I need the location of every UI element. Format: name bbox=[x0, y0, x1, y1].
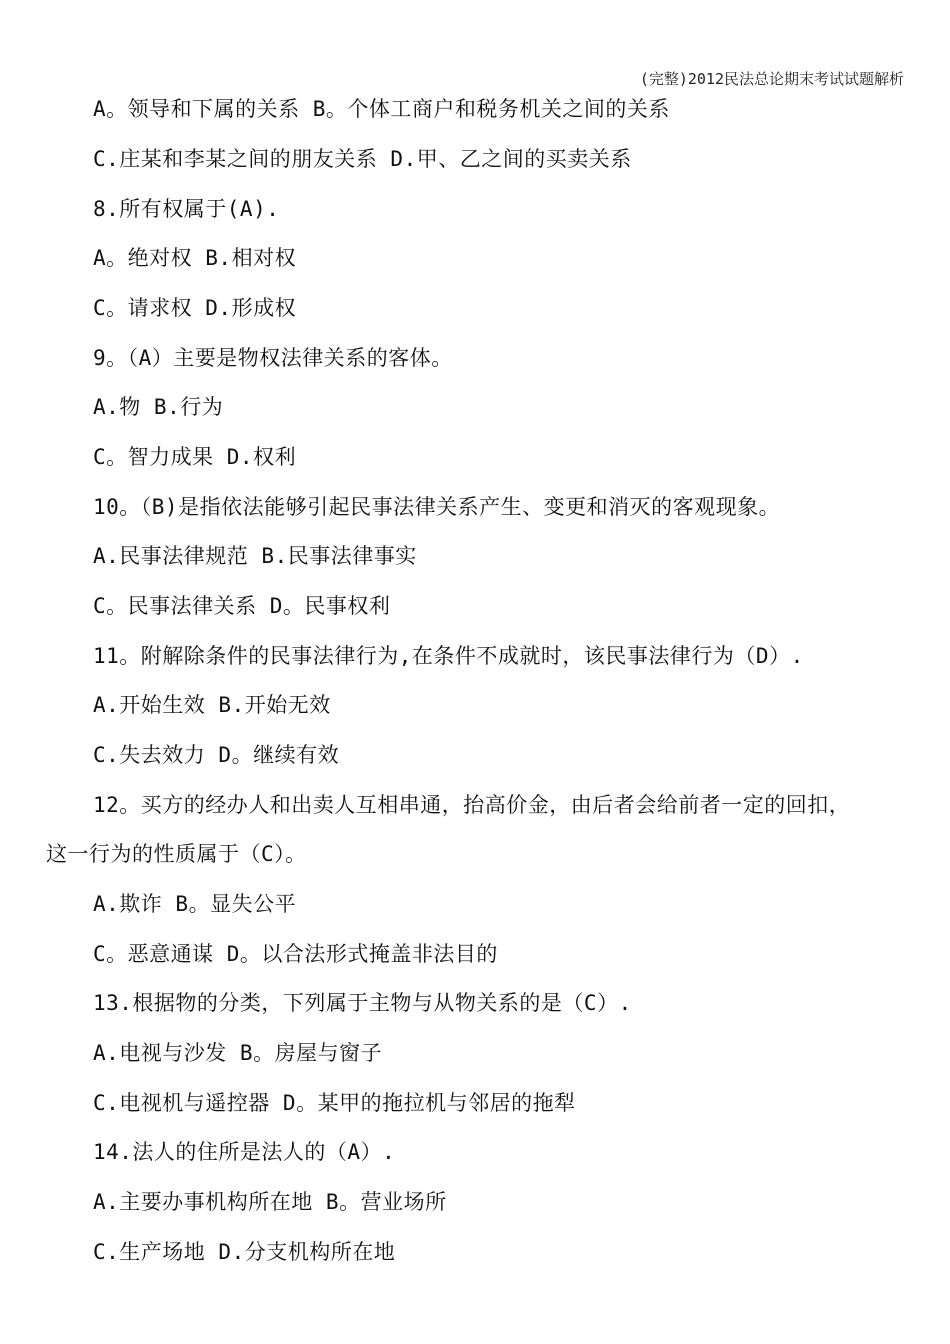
option-line: A.民事法律规范 B.民事法律事实 bbox=[93, 544, 417, 568]
document-header-title: (完整)2012民法总论期末考试试题解析 bbox=[639, 70, 904, 88]
option-line: C.电视机与遥控器 D。某甲的拖拉机与邻居的拖犁 bbox=[93, 1091, 576, 1115]
option-line: C.失去效力 D。继续有效 bbox=[93, 743, 340, 767]
option-line: A.物 B.行为 bbox=[93, 395, 224, 419]
question-line: 14.法人的住所是法人的（A）. bbox=[93, 1140, 396, 1164]
option-line: A.电视与沙发 B。房屋与窗子 bbox=[93, 1041, 383, 1065]
question-line: 9。（A）主要是物权法律关系的客体。 bbox=[93, 346, 453, 370]
option-line: C。恶意通谋 D。以合法形式掩盖非法目的 bbox=[93, 942, 498, 966]
option-line: C.生产场地 D.分支机构所在地 bbox=[93, 1240, 396, 1264]
question-line: 13.根据物的分类，下列属于主物与从物关系的是（C）. bbox=[93, 991, 632, 1015]
question-line: 12。买方的经办人和出卖人互相串通，抬高价金，由后者会给前者一定的回扣， bbox=[93, 793, 851, 817]
option-line: A.欺诈 B。显失公平 bbox=[93, 892, 297, 916]
question-line: 8.所有权属于(A). bbox=[93, 197, 280, 221]
option-line: C.庄某和李某之间的朋友关系 D.甲、乙之间的买卖关系 bbox=[93, 147, 632, 171]
option-line: A.主要办事机构所在地 B。营业场所 bbox=[93, 1190, 447, 1214]
option-line: C。民事法律关系 D。民事权利 bbox=[93, 594, 391, 618]
option-line: C。智力成果 D.权利 bbox=[93, 445, 297, 469]
option-line: A。绝对权 B.相对权 bbox=[93, 246, 297, 270]
question-line: 11。附解除条件的民事法律行为,在条件不成就时，该民事法律行为（D）. bbox=[93, 644, 804, 668]
option-line: A。领导和下属的关系 B。个体工商户和税务机关之间的关系 bbox=[93, 97, 670, 121]
question-line: 10。（B)是指依法能够引起民事法律关系产生、变更和消灭的客观现象。 bbox=[93, 495, 781, 519]
option-line: C。请求权 D.形成权 bbox=[93, 296, 297, 320]
question-line-continuation: 这一行为的性质属于（C）。 bbox=[46, 842, 307, 866]
option-line: A.开始生效 B.开始无效 bbox=[93, 693, 331, 717]
